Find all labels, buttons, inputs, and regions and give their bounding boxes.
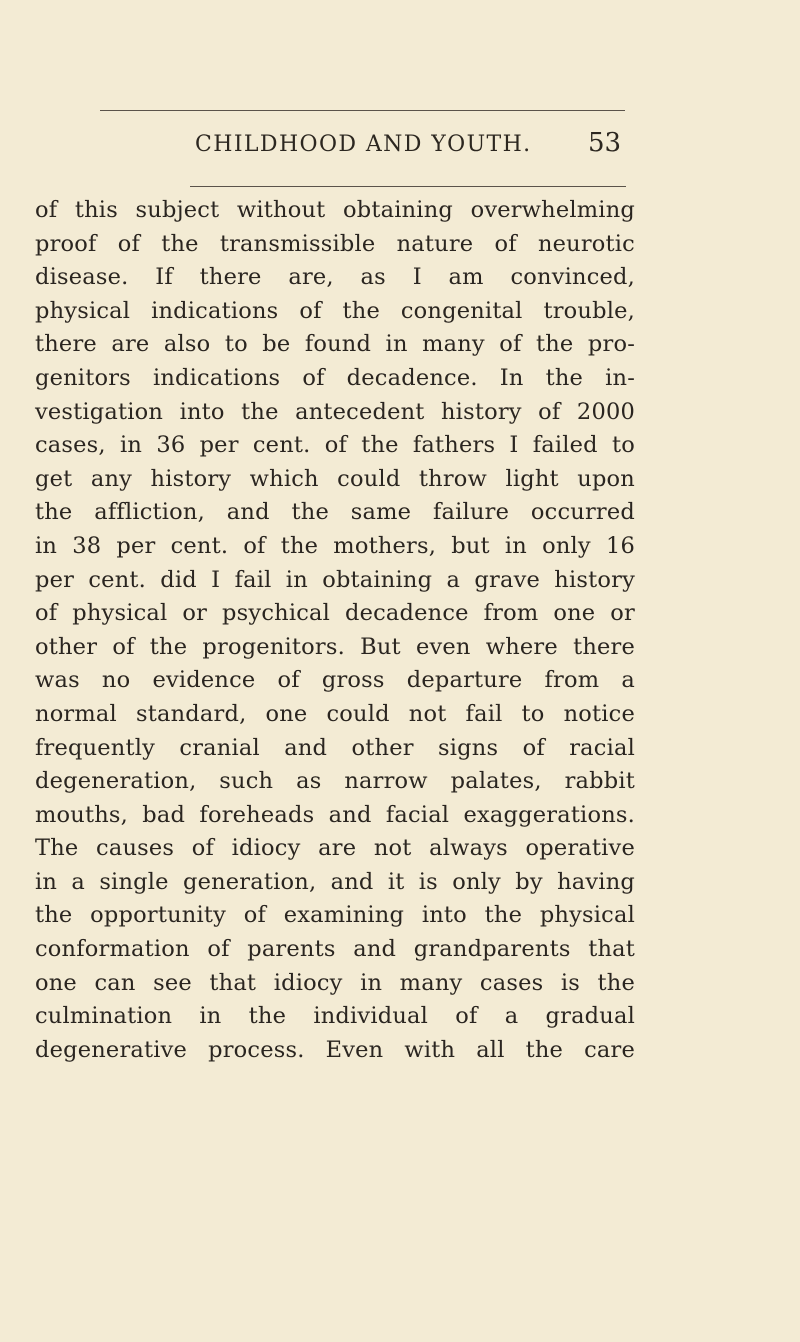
header-rule-top — [100, 110, 625, 111]
text-line: the opportunity of examining into the physical — [35, 902, 635, 929]
text-line: one can see that idiocy in many cases is the — [35, 969, 635, 996]
text-line: proof of the transmissible nature of neurotic — [35, 230, 635, 257]
running-head — [0, 128, 800, 168]
text-line: the affliction, and the same failure occurred — [35, 499, 635, 526]
text-line: vestigation into the antecedent history of 2000 — [35, 398, 635, 425]
page-number: 53 — [588, 128, 622, 158]
text-line: The causes of idiocy are not always operative — [35, 835, 635, 862]
text-line: of this subject without obtaining overwhelming — [35, 197, 635, 223]
running-title: CHILDHOOD AND YOUTH. — [195, 132, 532, 157]
text-line: culmination in the individual of a gradual — [35, 1003, 635, 1030]
text-line: get any history which could throw light upon — [35, 465, 635, 492]
text-line: degenerative process. Even with all the care — [35, 1036, 635, 1063]
text-line: of physical or psychical decadence from one or — [35, 600, 635, 627]
body-text — [35, 194, 635, 1067]
text-line: cases, in 36 per cent. of the fathers I failed to — [35, 432, 635, 459]
text-line: genitors indications of decadence. In the in- — [35, 364, 635, 391]
text-line: in a single generation, and it is only by having — [35, 868, 635, 895]
text-line: conformation of parents and grandparents that — [35, 936, 635, 963]
text-line: disease. If there are, as I am convinced, — [35, 264, 635, 291]
text-line: normal standard, one could not fail to notice — [35, 700, 635, 727]
text-line: was no evidence of gross departure from a — [35, 667, 635, 694]
text-line: there are also to be found in many of the pro- — [35, 331, 635, 358]
text-line: frequently cranial and other signs of racial — [35, 734, 635, 761]
header-rule-bottom — [190, 186, 626, 187]
text-line: per cent. did I fail in obtaining a grave history — [35, 566, 635, 593]
text-line: degeneration, such as narrow palates, rabbit — [35, 768, 635, 795]
text-line: other of the progenitors. But even where there — [35, 633, 635, 660]
text-line: physical indications of the congenital trouble, — [35, 297, 635, 324]
text-line: in 38 per cent. of the mothers, but in only 16 — [35, 532, 635, 559]
text-line: mouths, bad foreheads and facial exaggerations. — [35, 801, 635, 828]
